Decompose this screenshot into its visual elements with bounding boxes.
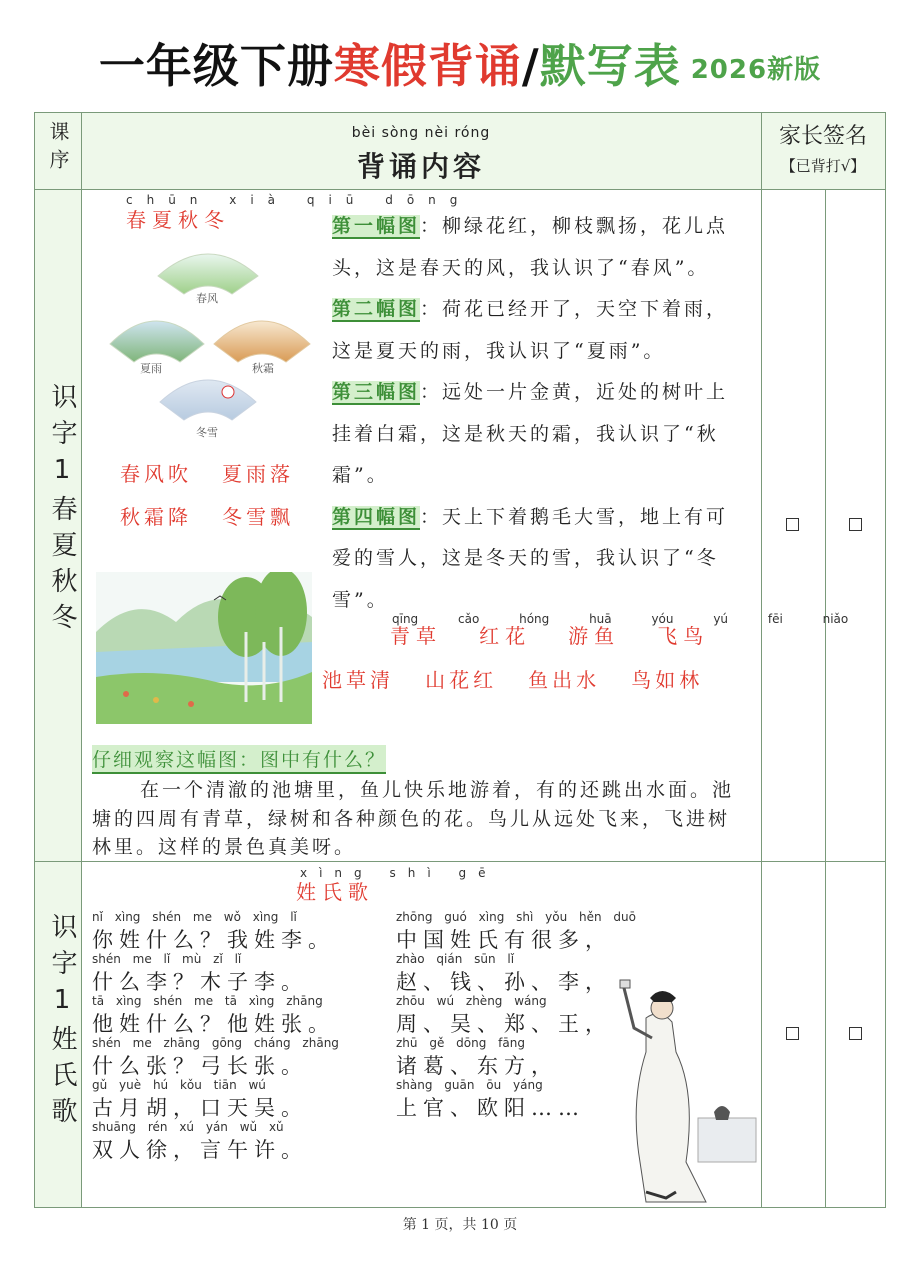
poem-line: 赵、钱、孙、李， <box>396 970 612 994</box>
phrases-row1-pinyin: qīng cǎo hóng huā yóu yú fēi niǎo <box>392 612 849 626</box>
poem-line: 什么李？木子李。 <box>92 970 308 994</box>
phrase-summer-rain: 夏雨落 <box>222 462 294 486</box>
picture-2-description: 第二幅图：荷花已经开了，天空下着雨，这是夏天的雨，我认识了“夏雨”。 <box>332 298 729 362</box>
lesson2-name: 识字1姓氏歌 <box>47 913 77 1133</box>
fan-caption-spring: 春风 <box>196 292 218 305</box>
seasons-fan-illustration <box>100 232 325 442</box>
title-edition: 2026新版 <box>690 55 822 85</box>
phrase-spring-wind: 春风吹 <box>120 462 192 486</box>
poem-line: 古月胡，口天吴。 <box>92 1096 308 1120</box>
content-column-header: 背诵内容 <box>356 150 485 183</box>
page-title <box>0 30 920 96</box>
sign-note: 【已背打√】 <box>780 157 866 175</box>
lesson1-recite-checkbox[interactable] <box>786 518 799 531</box>
fan-caption-winter: 冬雪 <box>196 426 218 439</box>
observe-paragraph: 在一个清澈的池塘里，鱼儿快乐地游着，有的还跳出水面。池塘的四周有青草，绿树和各种颜色的花。鸟儿从远处飞来，飞进树林里。这样的景色真美呀。 <box>92 779 735 858</box>
lesson1-title: 春夏秋冬 <box>126 208 230 232</box>
poem-line: 上官、欧阳…… <box>396 1096 585 1120</box>
poem-left-column: nǐ xìng shén me wǒ xìng lǐ 你姓什么？我姓李。 shén me lǐ mù zǐ lǐ 什么李？木子李。 tā xìng shén me tā xìng zhāng 他姓什么？他姓张。 shén me zhāng gōng cháng zhāng 什么张？弓长张。 gǔ yuè hú kǒu tiān wú 古月胡，口天吴。 shuāng rén xú yán wǔ xǔ 双人徐，言午许。 <box>92 910 339 1162</box>
poem-line: 周、吴、郑、王， <box>396 1012 612 1036</box>
title-grade: 一年级下册 <box>98 39 334 93</box>
lesson2-dictation-checkbox[interactable] <box>849 1027 862 1040</box>
phrase-autumn-frost: 秋霜降 <box>120 505 192 529</box>
title-recite: 寒假背诵 <box>333 39 522 93</box>
lesson-column-header: 课序 <box>46 121 70 177</box>
lesson1-title-pinyin: chūn xià qiū dōng <box>126 193 472 207</box>
phrase-winter-snow: 冬雪飘 <box>222 505 294 529</box>
poem-line: 中国姓氏有很多， <box>396 928 612 952</box>
poem-line: 你姓什么？我姓李。 <box>92 928 335 952</box>
page-footer: 第 1 页，共 10 页 <box>402 1217 518 1233</box>
picture-descriptions <box>332 206 744 621</box>
observe-question: 仔细观察这幅图：图中有什么？ <box>92 745 386 774</box>
poem-line: 什么张？弓长张。 <box>92 1054 308 1078</box>
scholar-illustration <box>606 978 758 1204</box>
picture-3-description: 第三幅图：远处一片金黄，近处的树叶上挂着白霜，这是秋天的霜，我认识了“秋霜”。 <box>332 381 729 486</box>
title-dictation: 默写表 <box>539 39 681 93</box>
poem-line: 诸葛、东方， <box>396 1054 558 1078</box>
picture-1-description: 第一幅图：柳绿花红，柳枝飘扬，花儿点头，这是春天的风，我认识了“春风”。 <box>332 215 729 279</box>
poem-line: 他姓什么？他姓张。 <box>92 1012 335 1036</box>
content-header-pinyin: bèi sòng nèi róng <box>351 125 491 141</box>
phrases-row2: 池草清 山花红 鱼出水 鸟如林 <box>322 668 704 692</box>
picture-4-description: 第四幅图：天上下着鹅毛大雪，地上有可爱的雪人，这是冬天的雪，我认识了“冬雪”。 <box>332 505 729 611</box>
fan-caption-autumn: 秋霜 <box>252 362 274 375</box>
lesson1-dictation-checkbox[interactable] <box>849 518 862 531</box>
lesson1-name: 识字1春夏秋冬 <box>47 383 77 639</box>
lesson2-title: 姓氏歌 <box>296 880 374 904</box>
fan-caption-summer: 夏雨 <box>140 362 162 375</box>
pond-landscape-illustration <box>96 572 312 724</box>
sign-column-header: 家长签名 <box>778 124 867 149</box>
poem-right-column: zhōng guó xìng shì yǒu hěn duō 中国姓氏有很多， zhào qián sūn lǐ 赵、钱、孙、李， zhōu wú zhèng wáng 周、吴、郑、王， zhū gě dōng fāng 诸葛、东方， shàng guān ōu yáng 上官、欧阳…… <box>396 910 636 1120</box>
poem-line: 双人徐，言午许。 <box>92 1138 308 1162</box>
lesson2-recite-checkbox[interactable] <box>786 1027 799 1040</box>
lesson2-title-pinyin: xìng shì gē <box>300 866 498 880</box>
title-slash: / <box>521 39 540 93</box>
phrases-row1: 青草 红花 游鱼 飞鸟 <box>390 624 710 648</box>
